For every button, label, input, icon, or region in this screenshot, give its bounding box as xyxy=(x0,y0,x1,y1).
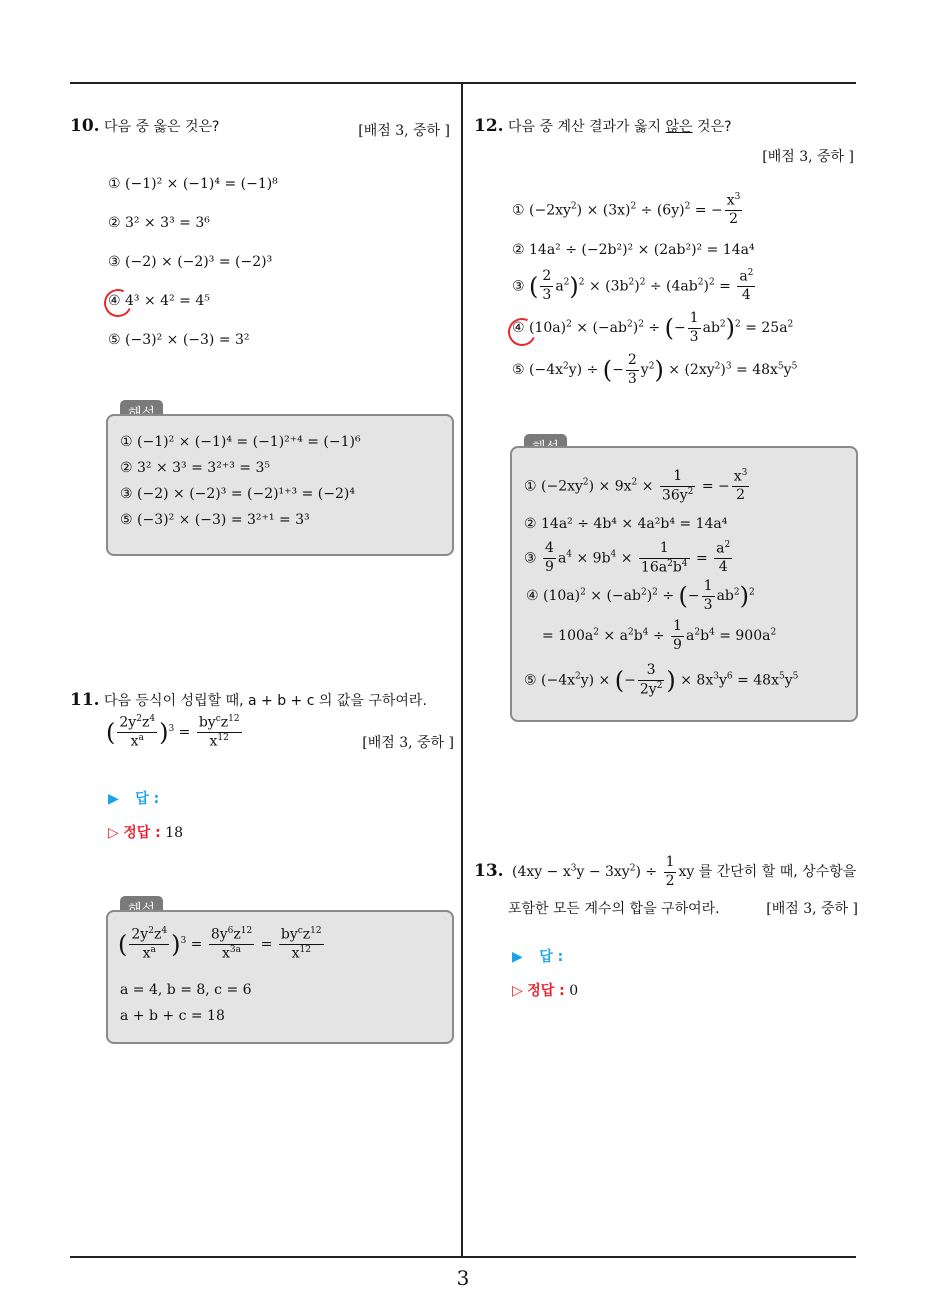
option-mark: ⑤ xyxy=(108,332,121,348)
solution-equation: ( $\frac{2y^2z^4}{x^a}$ )$^3$ = $\frac{8y^6z^{12}}{x^{3a}}$ = $\frac{by^cz^{12}}{x^{12}}$ xyxy=(118,926,322,962)
option-mark: ④ xyxy=(512,320,525,336)
option-mark: ① xyxy=(512,202,525,219)
question-number: 10. xyxy=(70,116,100,136)
solution-line: ③ (−2) × (−2)³ = (−2)¹⁺³ = (−2)⁴ xyxy=(120,486,355,502)
question-equation: ( $\frac{2y^2z^4}{x^a}$ )$^3$ = $\frac{by^cz^{12}}{x^{12}}$ xyxy=(106,714,240,750)
option-expr: 4³ × 4² = 4⁵ xyxy=(125,293,210,309)
correct-value: 18 xyxy=(165,825,184,841)
solution-line: ⑤ (−3)² × (−3) = 3²⁺¹ = 3³ xyxy=(120,512,310,528)
play-arrow-icon: ▶ xyxy=(512,949,523,965)
question-meta: [배점 3, 중하 ] xyxy=(358,123,450,139)
question-meta: [배점 3, 중하 ] xyxy=(766,901,858,917)
option-5[interactable]: ⑤ $(-4x^2y)$ ÷ (− $\frac{2}{3}$ $y^2) \times (2xy^2)^3 = 48x^5y^5$ xyxy=(512,352,798,387)
answer-field[interactable] xyxy=(108,788,159,808)
play-arrow-icon: ▶ xyxy=(108,791,119,807)
solution-line: ① $(-2xy^2) \times 9x^2$ × $\frac{1}{36y^2}$ = − $\frac{x^3}{2}$ xyxy=(524,468,748,504)
bottom-rule xyxy=(70,1256,856,1258)
column-divider xyxy=(461,84,463,1256)
solution-line: ④ $(10a)^2 \times (-ab^2)^2$ ÷ (− $\frac{1}{3}$ $ab^2)^2$ xyxy=(526,578,755,613)
page-number: 3 xyxy=(456,1266,470,1290)
question-text: 다음 중 옳은 것은? xyxy=(104,119,220,135)
question-meta: [배점 3, 중하 ] xyxy=(362,735,454,751)
question-text: 를 간단히 할 때, 상수항을 xyxy=(694,864,857,880)
option-mark: ① xyxy=(108,176,121,192)
outline-arrow-icon: ▷ xyxy=(512,983,523,999)
solution-line: ⑤ $(-4x^2y)$ × (− $\frac{3}{2y^2}$ ) × $8x^3y^6 = 48x^5y^5$ xyxy=(524,662,799,698)
question-13 xyxy=(474,854,856,890)
correct-value: 0 xyxy=(569,983,579,999)
correct-label: 정답 : xyxy=(123,825,161,841)
option-2[interactable] xyxy=(108,215,210,231)
question-meta: [배점 3, 중하 ] xyxy=(762,149,854,165)
option-expr: 3² × 3³ = 3⁶ xyxy=(125,215,210,231)
option-1[interactable]: ① $(-2xy^2) \times (3x)^2 \div (6y)^2$ = − $\frac{x^3}{2}$ xyxy=(512,192,741,228)
option-1[interactable] xyxy=(108,176,278,192)
option-mark: ② xyxy=(512,242,525,258)
solution-line: a + b + c = 18 xyxy=(120,1008,225,1024)
option-5[interactable] xyxy=(108,332,250,348)
question-10 xyxy=(70,116,219,136)
question-text: 다음 등식이 성립할 때, a + b + c 의 값을 구하여라. xyxy=(104,693,427,709)
option-mark: ④ xyxy=(108,293,121,309)
question-12 xyxy=(474,116,732,136)
question-text-underline: 않은 xyxy=(665,119,693,135)
question-number: 11. xyxy=(70,690,100,710)
solution-box xyxy=(106,910,454,1044)
option-mark: ② xyxy=(108,215,121,231)
question-text-pre: 다음 중 계산 결과가 옳지 xyxy=(508,119,666,135)
left-column xyxy=(70,84,454,1254)
solution-line: ② 14a² ÷ 4b⁴ × 4a²b⁴ = 14a⁴ xyxy=(524,516,728,532)
option-expr: (−3)² × (−3) = 3² xyxy=(125,332,250,348)
solution-line: = $100a^2 \times a^2b^4$ ÷ $\frac{1}{9}$ $a^2b^4 = 900a^2$ xyxy=(542,618,777,653)
solution-line: ② 3² × 3³ = 3²⁺³ = 3⁵ xyxy=(120,460,270,476)
answer-label: 답 : xyxy=(135,791,160,807)
option-2[interactable] xyxy=(512,242,755,258)
option-mark: ⑤ xyxy=(512,362,525,378)
question-expression: $(4xy - x^3y - 3xy^2)$ ÷ $\frac{1}{2}$ xy xyxy=(512,854,695,889)
solution-box xyxy=(106,414,454,556)
answer-label: 답 : xyxy=(539,949,564,965)
question-text-line2: 포함한 모든 계수의 합을 구하여라. xyxy=(508,901,720,917)
option-mark: ③ xyxy=(512,278,525,295)
option-3[interactable]: ③ ( $\frac{2}{3}$ $a^2)^2 \times (3b^2)^2 \div (4ab^2)^2$ = $\frac{a^2}{4}$ xyxy=(512,268,754,304)
right-column xyxy=(474,84,858,1254)
correct-answer xyxy=(512,980,578,1000)
solution-line: ③ $\frac{4}{9}$ $a^4 \times 9b^4$ × $\frac{1}{16a^2b^4}$ = $\frac{a^2}{4}$ xyxy=(524,540,731,576)
correct-label: 정답 : xyxy=(527,983,565,999)
solution-line: ① (−1)² × (−1)⁴ = (−1)²⁺⁴ = (−1)⁶ xyxy=(120,434,361,450)
option-mark: ③ xyxy=(108,254,121,270)
option-expr: (−1)² × (−1)⁴ = (−1)⁸ xyxy=(125,176,278,192)
solution-line: a = 4, b = 8, c = 6 xyxy=(120,982,252,998)
option-4[interactable]: ④ $(10a)^2 \times (-ab^2)^2$ ÷ (− $\frac{1}{3}$ $ab^2)^2 = 25a^2$ xyxy=(512,310,794,345)
option-expr: 14a² ÷ (−2b²)² × (2ab²)² = 14a⁴ xyxy=(529,242,755,258)
correct-answer xyxy=(108,822,183,842)
selected-answer-circle-icon xyxy=(100,285,136,321)
answer-field[interactable] xyxy=(512,946,563,966)
question-11 xyxy=(70,690,427,710)
outline-arrow-icon: ▷ xyxy=(108,825,119,841)
question-number: 13. xyxy=(474,861,504,881)
option-3[interactable] xyxy=(108,254,272,270)
question-number: 12. xyxy=(474,116,504,136)
solution-box xyxy=(510,446,858,722)
option-expr: (−2) × (−2)³ = (−2)³ xyxy=(125,254,273,270)
question-text-post: 것은? xyxy=(692,119,732,135)
